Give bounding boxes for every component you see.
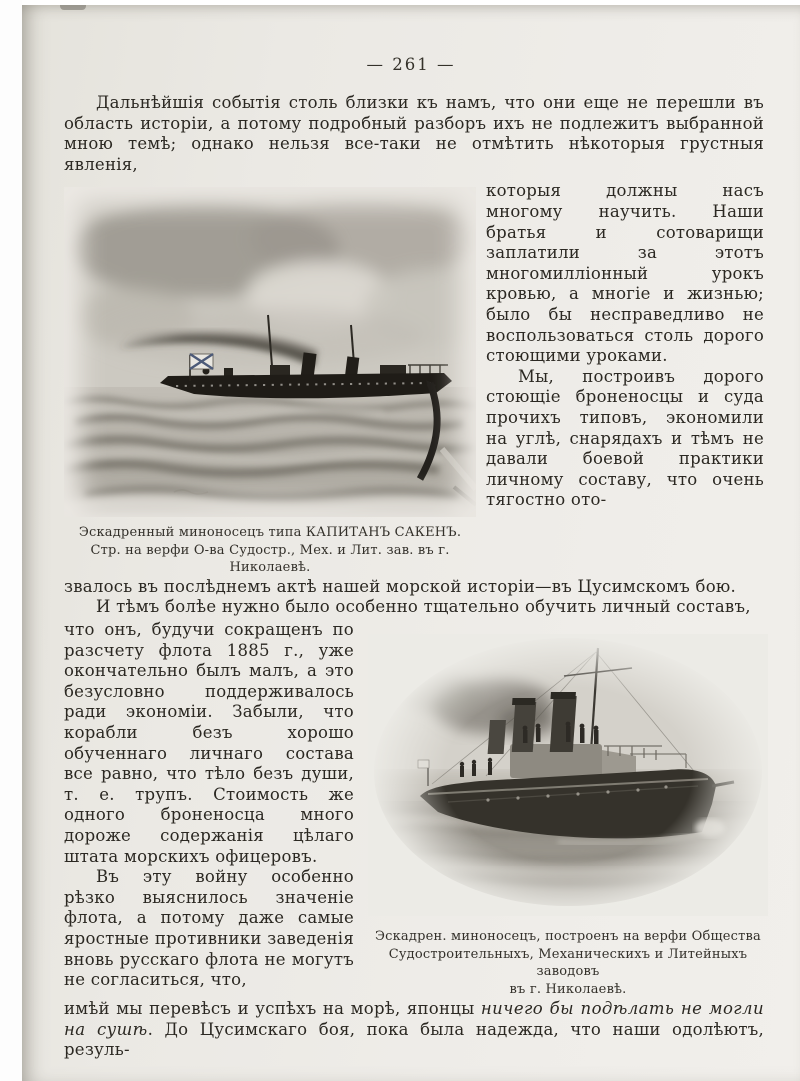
paragraph-lessons: которыя должны насъ многому научить. Наши братья и сотоварищи заплатили за этотъ многомилліонный урокъ кровью, а многіе и жизнью; было бы несправедливо не воспользоваться столь дорого стоющими уроками.: [486, 181, 764, 366]
torpedo-boat-drawing-svg: [64, 187, 476, 517]
paragraph-training-intro: И тѣмъ болѣе нужно было особенно тщательно обучить личный составъ,: [96, 597, 751, 617]
paragraph-economy: Мы, построивъ дорого стоющіе броненосцы и суда прочихъ типовъ, экономили на углѣ, снарядахъ и тѣмъ не давали боевой практики личному составу, что очень тягостно ото-: [486, 366, 764, 510]
paragraph-tsushima: звалось въ послѣднемъ актѣ нашей морской исторіи—въ Цусимскомъ бою.: [64, 576, 736, 596]
figure-1-caption-line1: Эскадренный миноносецъ типа КАПИТАНЪ САКЕНЪ.: [78, 525, 462, 541]
column-left: [64, 620, 354, 998]
conclusion-text-end: . До Цусимскаго боя, пока была надежда, что наши одолѣютъ, резуль-: [64, 1019, 764, 1060]
conclusion-text-start: имѣй мы перевѣсъ и успѣхъ на морѣ, японцы: [64, 999, 481, 1019]
paragraph-war-significance: Въ эту войну особенно рѣзко выяснилось значеніе флота, а потому даже самые яростные противники заведенія вновь русскаго флота не могутъ не согласиться, что,: [64, 867, 354, 990]
figure-1: [64, 181, 476, 577]
scan-gutter: [0, 0, 22, 1081]
figure-2-caption-line2: Судостроительныхъ, Механическихъ и Литейныхъ заводовъ: [388, 946, 748, 980]
figure-2-caption-line3: въ г. Николаевѣ.: [509, 981, 627, 997]
figure-2-caption: [368, 928, 768, 998]
figure-1-caption-line2: Стр. на верфи О-ва Судостр., Мех. и Лит. зав. въ г. Николаевѣ.: [90, 542, 450, 576]
figure-1-caption: [64, 524, 476, 577]
scan-artifact: [60, 5, 86, 10]
paragraph-fleet-reduction: что онъ, будучи сокращенъ по разсчету флота 1885 г., уже окончательно былъ малъ, а это безусловно поддерживалось ради экономіи. Забыли, что корабли безъ хорошо обученнаго личнаго состава все равно, что тѣло безъ души, т. е. трупъ. Стоимость же одного броненосца много дороже содержанія цѣлаго штата морскихъ офицеровъ.: [64, 620, 354, 866]
column-right: [486, 181, 764, 577]
paragraph-conclusion: [64, 999, 764, 1061]
figure-2-caption-line1: Эскадрен. миноносецъ, построенъ на верфи Общества: [374, 929, 761, 945]
torpedo-boat-photo-svg: [368, 634, 768, 916]
paragraph-intro: Дальнѣйшія событія столь близки къ намъ, что они еще не перешли въ область исторіи, а потому подробный разборъ ихъ не подлежитъ выбранной мною темѣ; однако нельзя все-таки не отмѣтить нѣкоторыя грустныя явленія,: [64, 93, 764, 174]
row-figure1-and-text: [64, 181, 764, 577]
book-page: [22, 5, 800, 1081]
conclusion-text-italic: ничего бы подѣлать не могли на сушѣ: [64, 999, 764, 1039]
page-content: [64, 93, 764, 1061]
row-text-and-figure2: [64, 620, 764, 998]
torpedo-boat-drawing: [64, 187, 476, 517]
figure-2: [368, 620, 768, 998]
page-number: — 261 —: [366, 55, 456, 74]
